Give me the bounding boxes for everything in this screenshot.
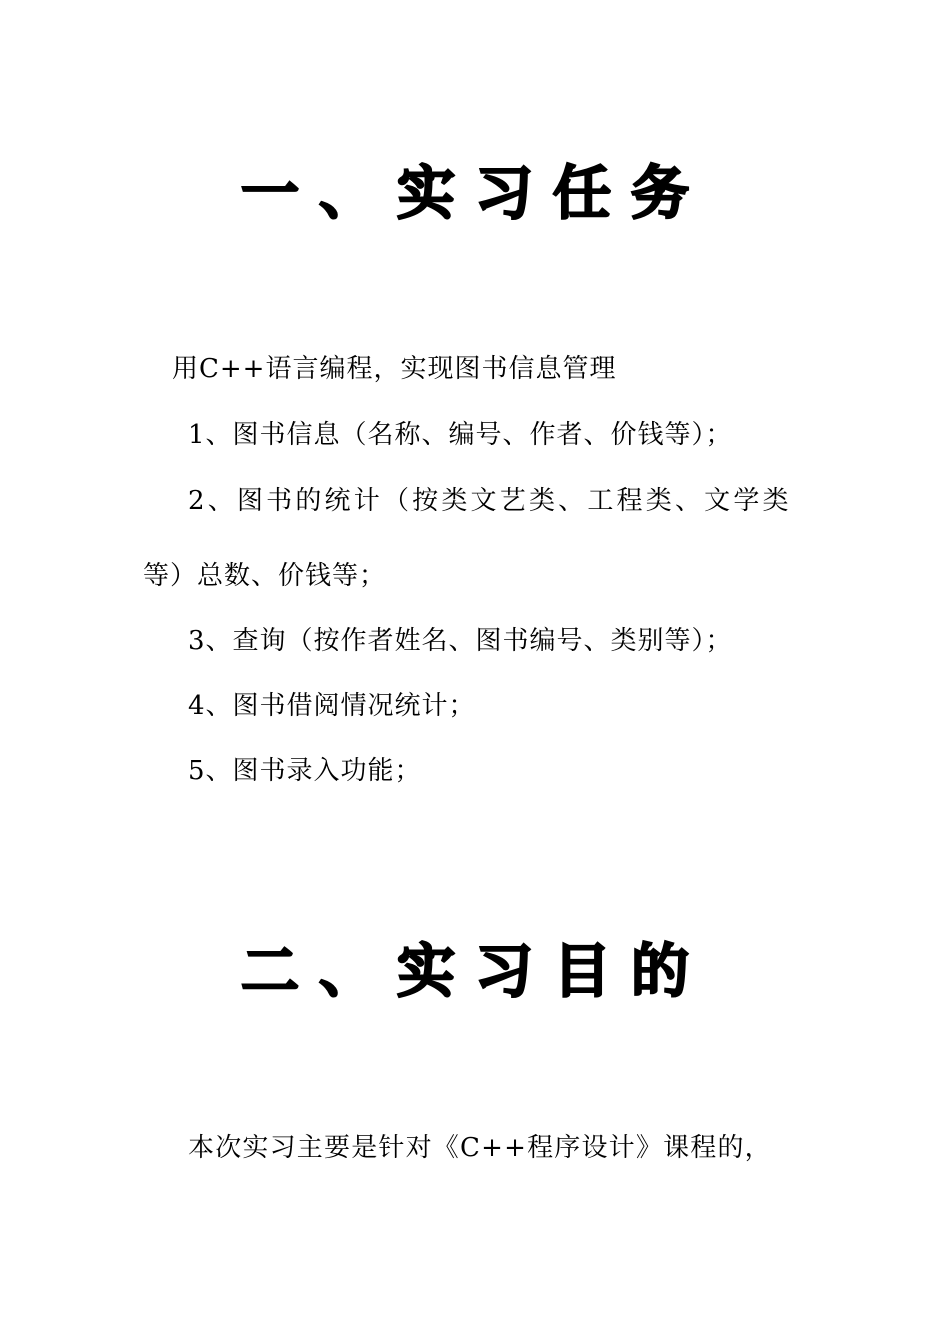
task-item-3: 3、查询（按作者姓名、图书编号、类别等）； bbox=[188, 626, 733, 656]
task-item-5: 5、图书录入功能； bbox=[188, 756, 422, 786]
task-item-4: 4、图书借阅情况统计； bbox=[188, 691, 476, 721]
task-intro: 用C++语言编程，实现图书信息管理 bbox=[172, 354, 617, 384]
task-item-2: 2、图书的统计（按类文艺类、工程类、文学类 bbox=[188, 486, 792, 516]
task-item-1: 1、图书信息（名称、编号、作者、价钱等）； bbox=[188, 420, 733, 450]
purpose-paragraph: 本次实习主要是针对《C++程序设计》课程的， bbox=[188, 1133, 772, 1163]
section-heading-purpose: 二、实习目的 bbox=[240, 937, 709, 1005]
task-item-2-continued: 等）总数、价钱等； bbox=[143, 561, 387, 591]
section-heading-tasks: 一、实习任务 bbox=[240, 159, 709, 227]
